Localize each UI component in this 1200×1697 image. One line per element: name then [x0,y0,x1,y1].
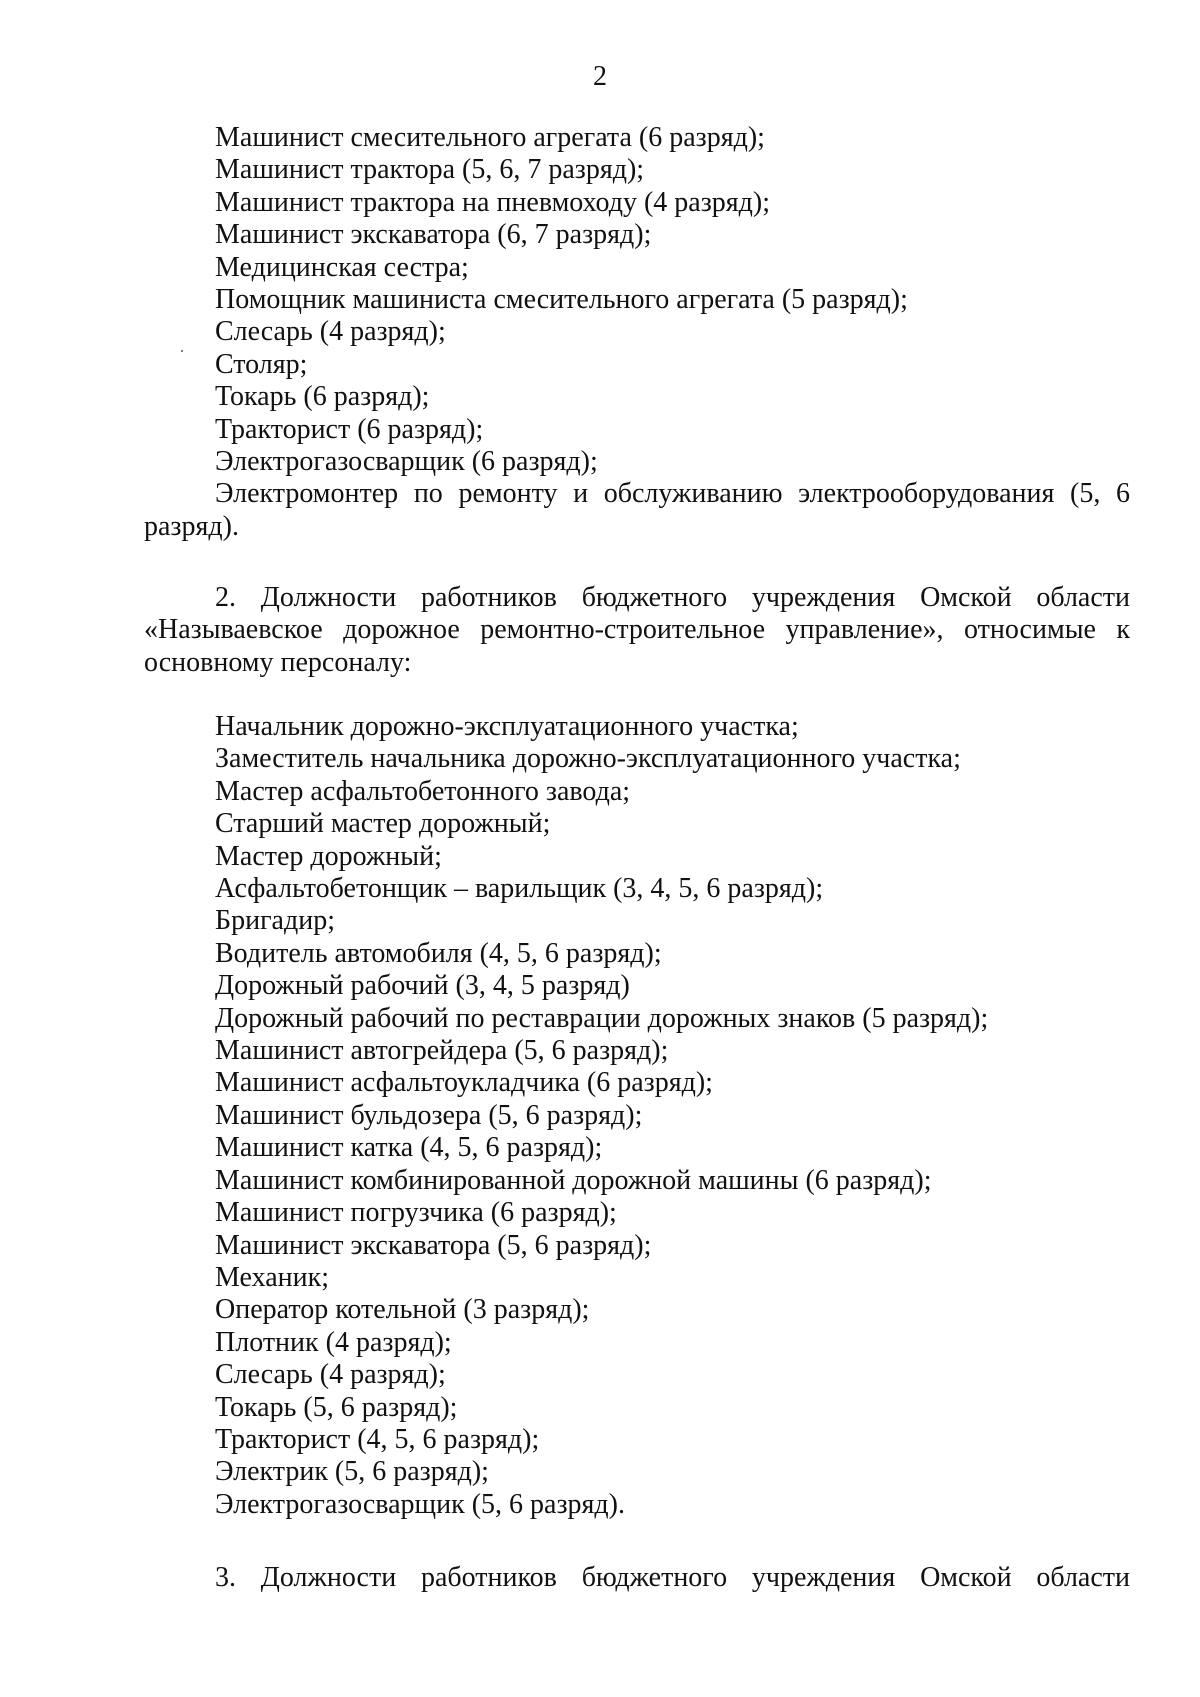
list-item: Столяр; [215,348,308,380]
list-item: Заместитель начальника дорожно-эксплуатационного участка; [215,743,961,775]
list-item: Оператор котельной (3 разряд); [215,1294,590,1326]
list-item: Мастер асфальтобетонного завода; [215,775,631,807]
list-item: Машинист смесительного агрегата (6 разряд); [215,122,765,153]
list-item: Машинист катка (4, 5, 6 разряд); [215,1132,603,1164]
list-item: Машинист погрузчика (6 разряд); [215,1197,617,1229]
list-item: Машинист комбинированной дорожной машины (6 разряд); [215,1164,932,1196]
list-item: Асфальтобетонщик – варильщик (3, 4, 5, 6 разряд); [215,873,824,905]
list-a [144,122,1130,543]
list-item: Машинист трактора (5, 6, 7 разряд); [215,154,645,186]
list-item: Электрогазосварщик (6 разряд); [215,446,598,478]
list-item: Старший мастер дорожный; [215,808,551,840]
section-2-heading [144,582,1130,679]
list-item: Тракторист (4, 5, 6 разряд); [215,1423,540,1455]
list-item: Мастер дорожный; [215,840,442,872]
list-item: Электрик (5, 6 разряд); [215,1456,489,1488]
list-item: Слесарь (4 разряд); [215,1359,446,1391]
list-item-wrapped: Электромонтер по ремонту и обслуживанию электрооборудования (5, 6 разряд). [144,478,1130,542]
list-item: Плотник (4 разряд); [215,1326,452,1358]
list-item: Бригадир; [215,905,335,937]
list-item: Токарь (5, 6 разряд); [215,1391,458,1423]
list-item: Начальник дорожно-эксплуатационного участка; [215,711,799,742]
list-item: Дорожный рабочий по реставрации дорожных знаков (5 разряд); [215,1002,989,1034]
list-item: Тракторист (6 разряд); [215,413,484,445]
section-3-heading [144,1562,1130,1594]
list-item: Электрогазосварщик (5, 6 разряд). [215,1488,625,1520]
section-2-text: 2. Должности работников бюджетного учреждения Омской области «Называевское дорожное ремонтно-строительное управление», относимые к основному персоналу: [144,582,1130,678]
list-item: Медицинская сестра; [215,251,469,283]
section-3-text: 3. Должности работников бюджетного учреждения Омской области [215,1562,1130,1593]
list-item: Помощник машиниста смесительного агрегата (5 разряд); [215,284,908,316]
list-item: Дорожный рабочий (3, 4, 5 разряд) [215,970,630,1002]
list-item: Механик; [215,1261,329,1293]
list-item: Машинист асфальтоукладчика (6 разряд); [215,1067,713,1099]
list-item: Слесарь (4 разряд); [215,316,446,348]
list-item: Машинист автогрейдера (5, 6 разряд); [215,1035,669,1067]
list-item: Водитель автомобиля (4, 5, 6 разряд); [215,937,662,969]
list-item: Машинист трактора на пневмоходу (4 разряд); [215,186,771,218]
list-item: Машинист экскаватора (6, 7 разряд); [215,219,652,251]
list-item: Машинист бульдозера (5, 6 разряд); [215,1099,643,1131]
list-item: Машинист экскаватора (5, 6 разряд); [215,1229,652,1261]
page-number: 2 [593,61,607,92]
list-b [144,711,1130,1521]
list-item: Токарь (6 разряд); [215,381,430,413]
